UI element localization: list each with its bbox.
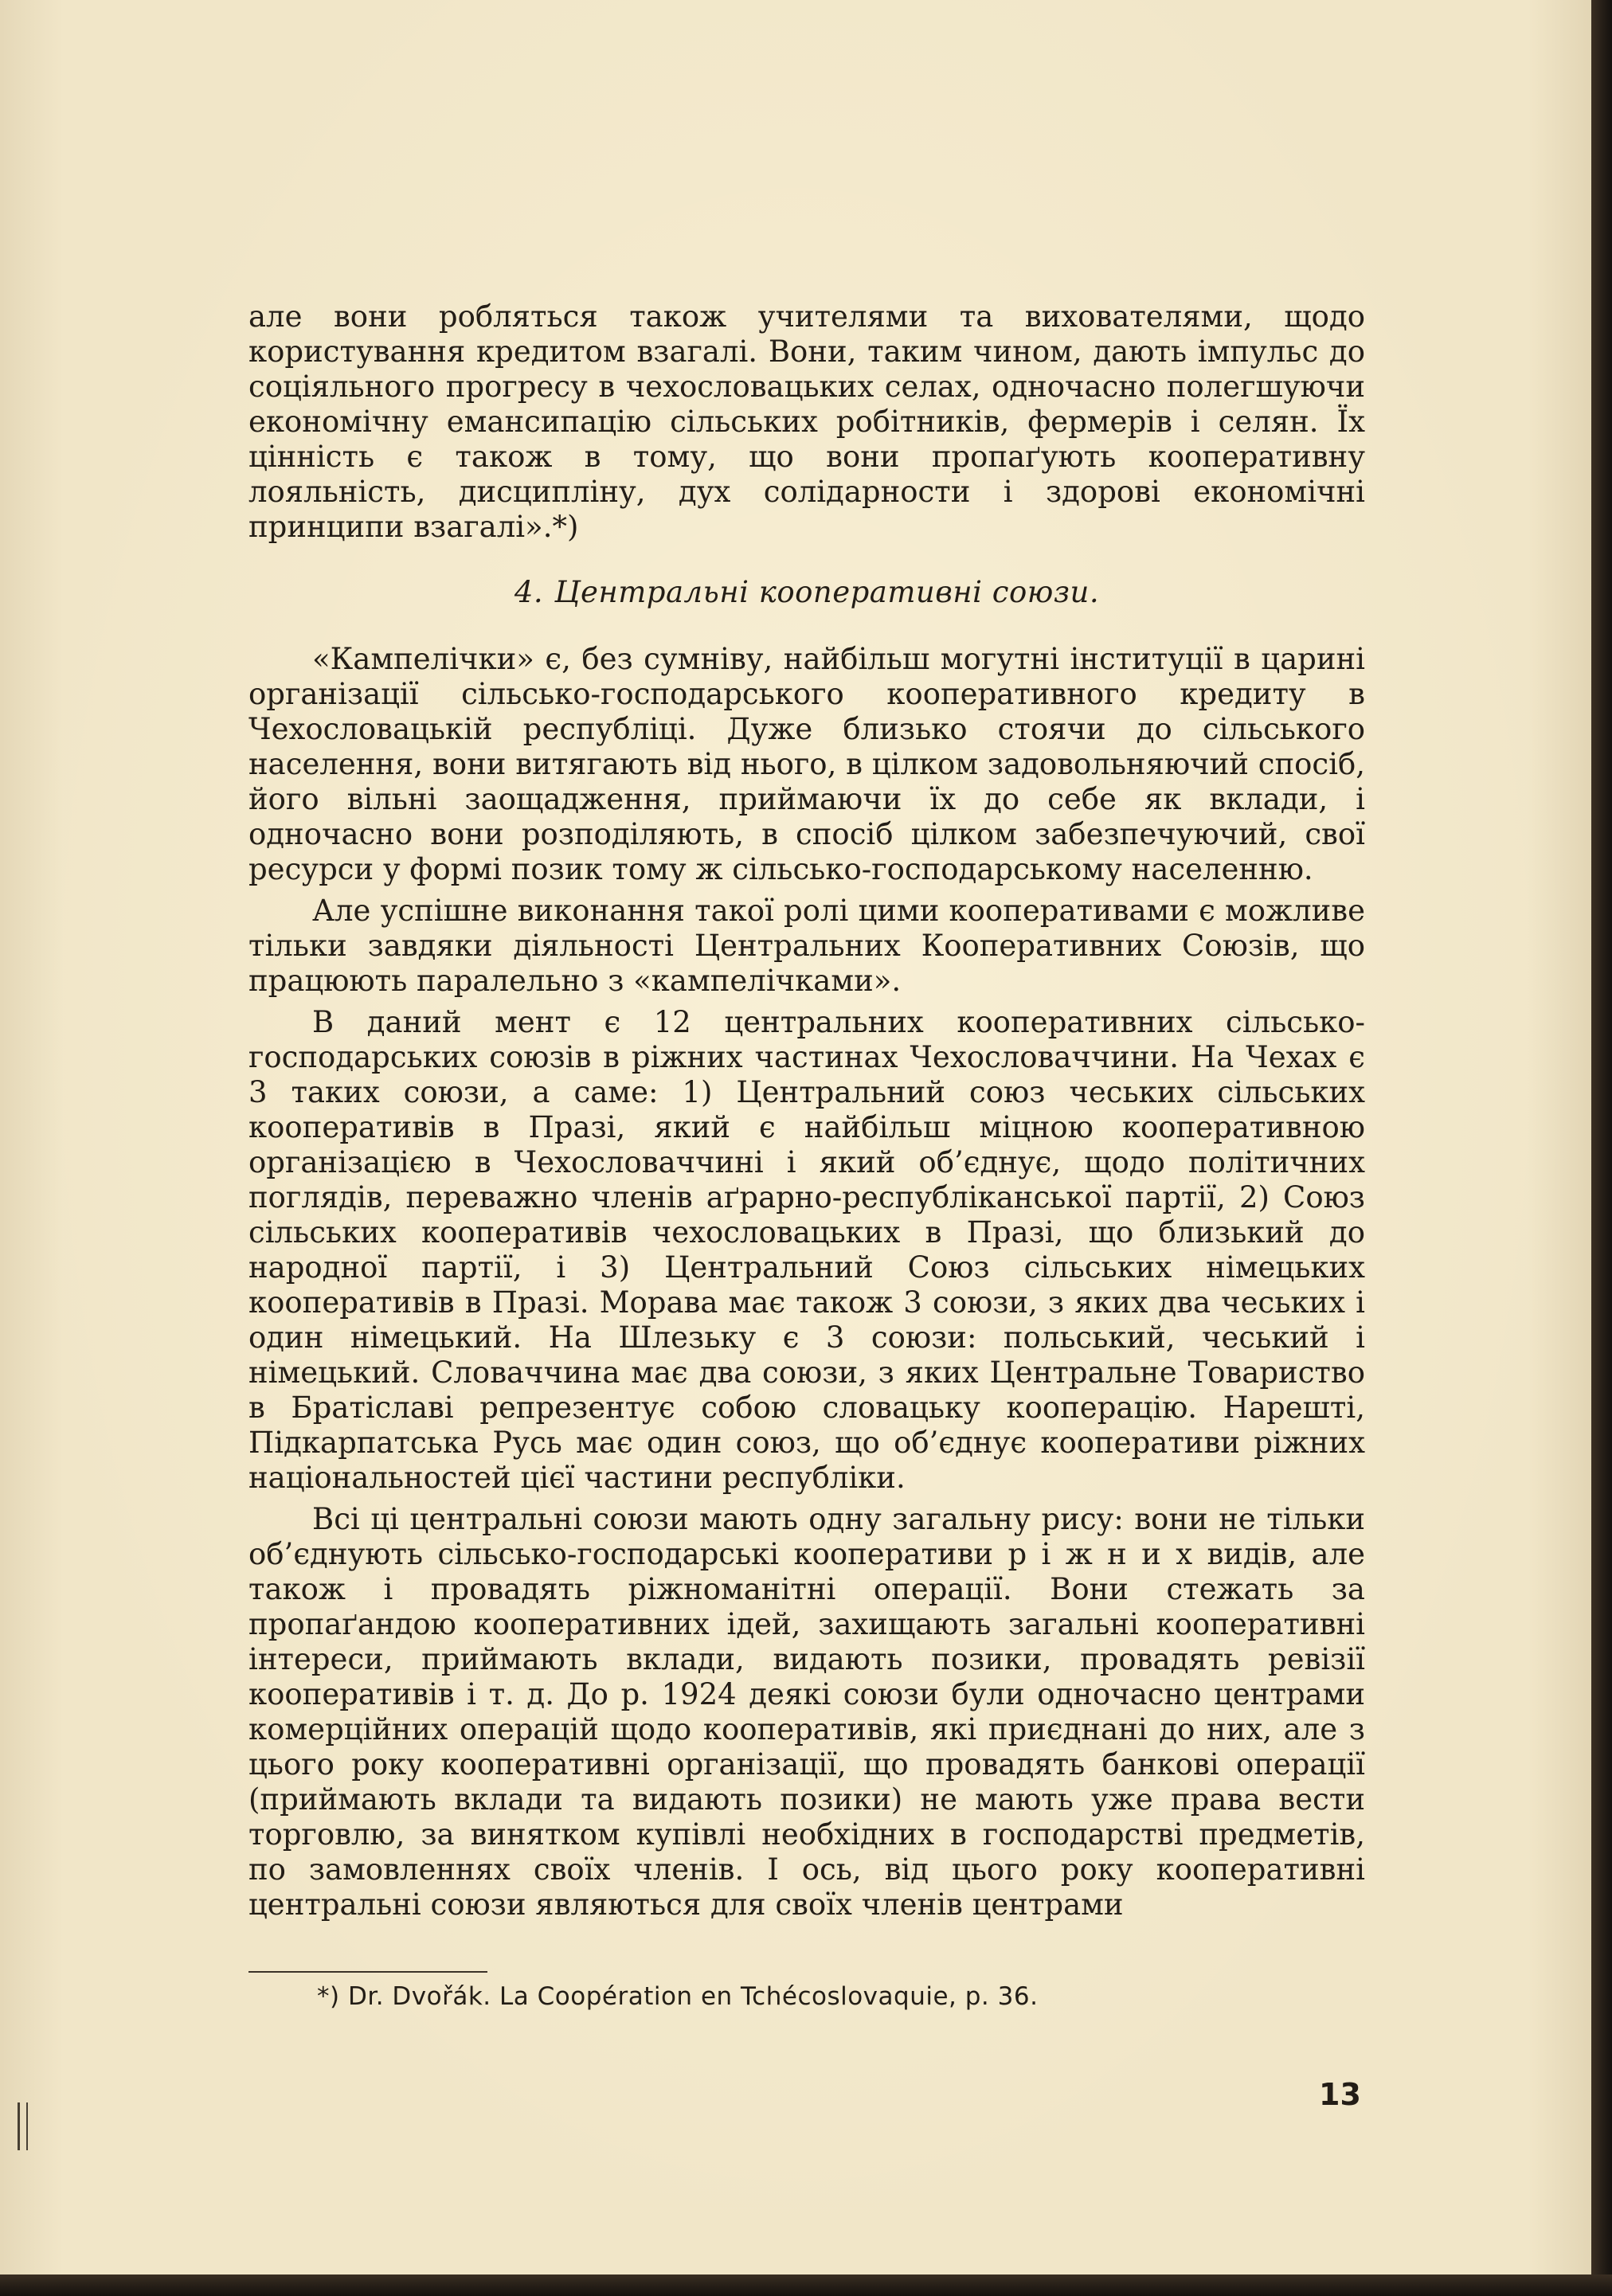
footnote-divider xyxy=(248,1971,487,1973)
scan-edge-bottom xyxy=(0,2274,1612,2296)
paragraph-4: Всі ці центральні союзи мають одну загальну рису: вони не тільки об’єднують сільсько-господарські кооперативи р і ж н и х видів, але також і провадять ріжноманітні операції. Вони стежать за пропаґандою кооперативних ідей, захищають загальні кооперативні інтереси, приймають вклади, видають позики, провадять ревізії кооперативів і т. д. До р. 1924 деякі союзи були одночасно центрами комерційних операцій щодо кооперативів, які приєднані до них, але з цього року кооперативні організації, що провадять банкові операції (приймають вклади та видають позики) не мають уже права вести торговлю, за винятком купівлі необхідних в господарстві предметів, по замовленнях своїх членів. І ось, від цього року кооперативні центральні союзи являються для своїх членів центрами xyxy=(248,1502,1365,1922)
paragraph-2: Але успішне виконання такої ролі цими кооперативами є можливе тільки завдяки діяльності Центральних Кооперативних Союзів, що працюють паралельно з «кампелічками». xyxy=(248,894,1365,998)
paragraph-1: «Кампелічки» є, без сумніву, найбільш могутні інституції в царині організації сільсько-господарського кооперативного кредиту в Чехословацькій республіці. Дуже близько стоячи до сільського населення, вони витягають від нього, в цілком задовольняючий спосіб, його вільні заощадження, приймаючи їх до себе як вклади, і одночасно вони розподіляють, в спосіб цілком забезпечуючий, свої ресурси у формі позик тому ж сільсько-господарському населенню. xyxy=(248,642,1365,886)
section-number: 4. xyxy=(514,575,544,609)
paragraph-3: В даний мент є 12 центральних кооперативних сільсько-господарських союзів в ріжних частинах Чехословаччини. На Чехах є 3 таких союзи, а саме: 1) Центральний союз чеських сільських кооперативів в Празі, який є найбільш міцною кооперативною організацією в Чехословаччині і який об’єднує, щодо політичних поглядів, переважно членів аґрарно-республіканської партії, 2) Союз сільських кооперативів чехословацьких в Празі, що близький до народної партії, і 3) Центральний Союз сільських німецьких кооперативів в Празі. Морава має також 3 союзи, з яких два чеських і один німецький. На Шлезьку є 3 союзи: польський, чеський і німецький. Словаччина має два союзи, з яких Центральне Товариство в Братіславі репрезентує собою словацьку кооперацію. Нарешті, Підкарпатська Русь має один союз, що об’єднує кооперативи ріжних національностей цієї частини республіки. xyxy=(248,1005,1365,1495)
scan-edge-right xyxy=(1591,0,1612,2296)
section-title: Центральні кооперативні союзи. xyxy=(554,575,1100,609)
paragraph-intro: але вони робляться також учителями та вихователями, щодо користування кредитом взагалі. Вони, таким чином, дають імпульс до соціяльного прогресу в чехословацьких селах, одночасно полегшуючи економічну емансипацію сільських робітників, фермерів і селян. Їх цінність є також в тому, що вони пропаґують кооперативну лояльність, дисципліну, дух солідарности і здорові економічні принципи взагалі».*) xyxy=(248,299,1365,544)
body-text xyxy=(248,299,1365,1922)
scan-artifact-mark xyxy=(18,2102,28,2150)
section-heading xyxy=(248,575,1365,610)
page-number: 13 xyxy=(1319,2077,1361,2112)
footnote: *) Dr. Dvořák. La Coopération en Tchécoslovaquie, p. 36. xyxy=(317,1982,1039,2011)
